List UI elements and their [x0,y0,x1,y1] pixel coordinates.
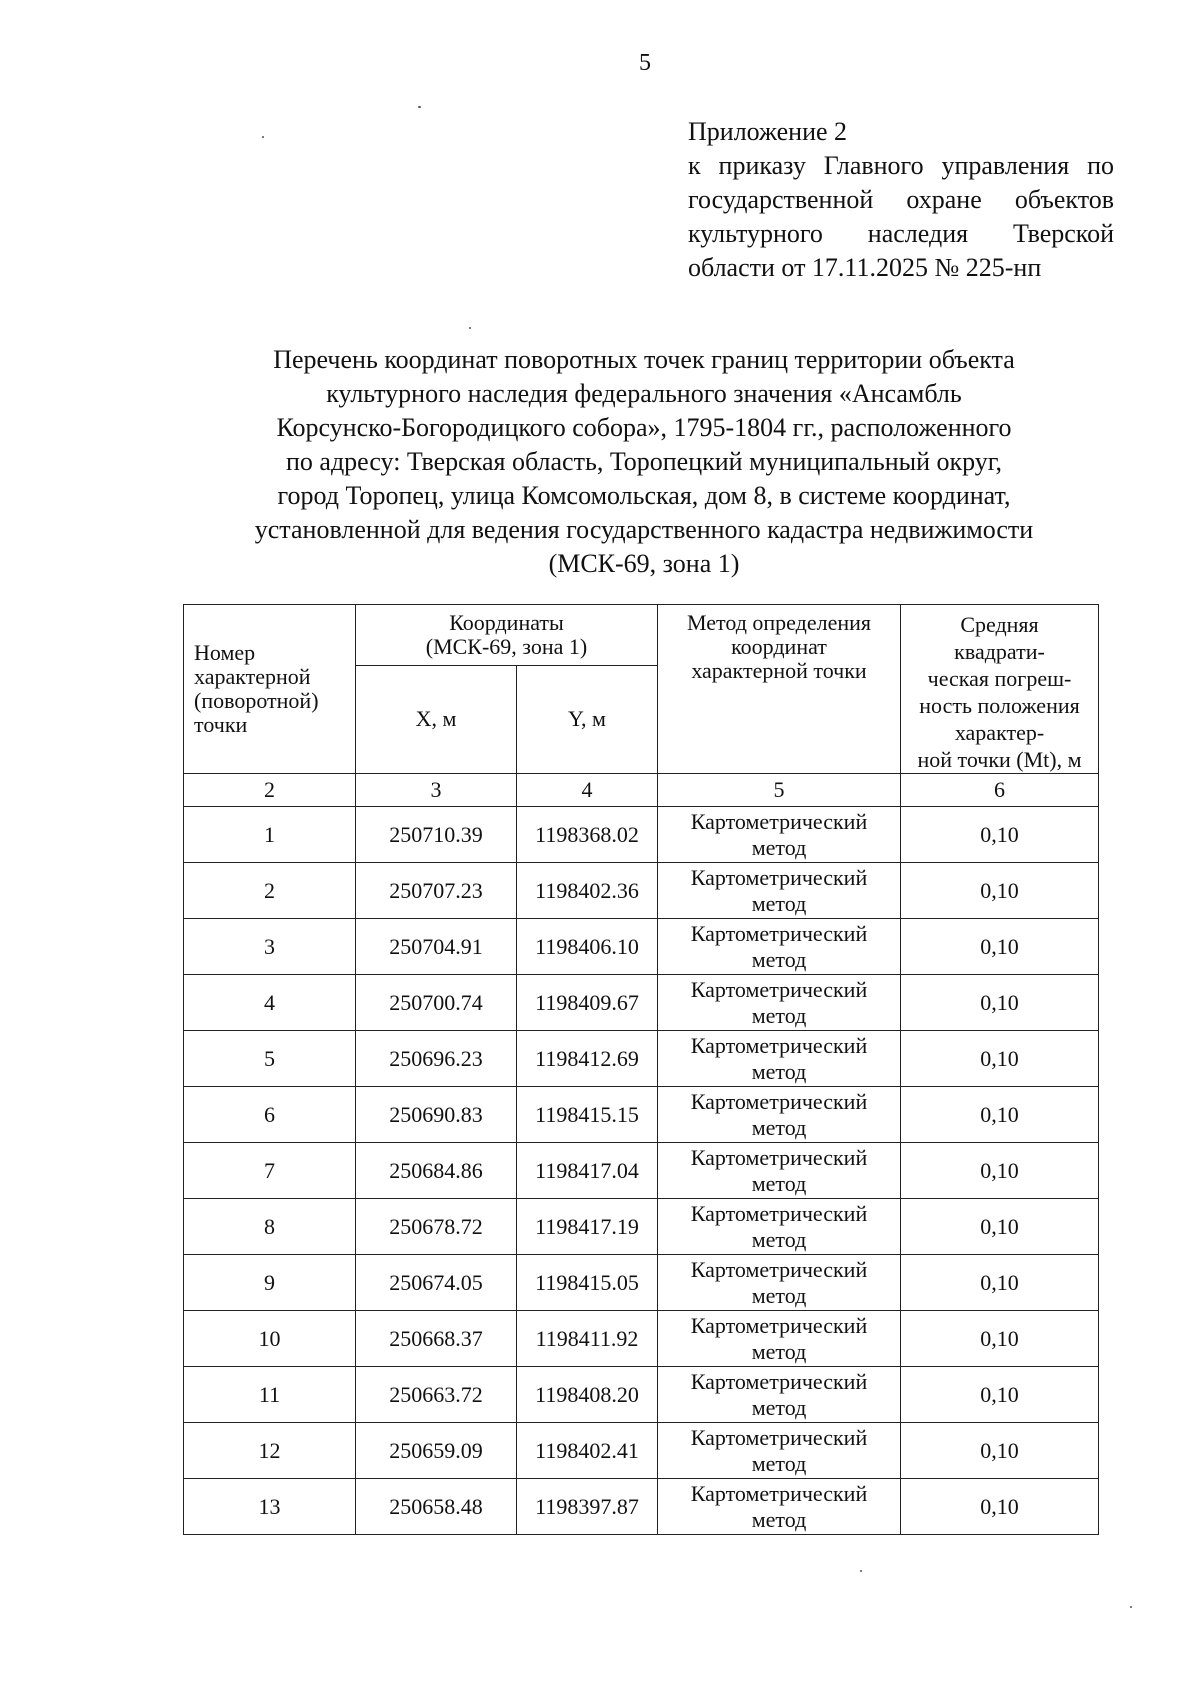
point-number-cell: 1 [184,807,356,863]
header-coordinates-line: Координаты [449,610,564,635]
point-number-cell: 6 [184,1087,356,1143]
method-cell [658,1367,901,1423]
mean-error-cell: 0,10 [901,1479,1099,1535]
title-line: установленной для ведения государственного кадастра недвижимости [254,515,1034,544]
point-number-cell: 11 [184,1367,356,1423]
mean-error-cell: 0,10 [901,1311,1099,1367]
appendix-line: области от 17.11.2025 № 225-нп [688,253,1042,282]
method-line: метод [751,1058,807,1084]
y-coordinate-cell: 1198406.10 [517,919,658,975]
point-number-cell: 12 [184,1423,356,1479]
x-coordinate-cell: 250678.72 [356,1199,517,1255]
method-cell [658,863,901,919]
y-coordinate-cell: 1198412.69 [517,1031,658,1087]
mean-error-cell: 0,10 [901,1423,1099,1479]
method-line: Картометрический [690,1368,868,1394]
title-line: Перечень координат поворотных точек границ территории объекта [273,345,1015,374]
page-number: 5 [639,50,651,76]
mean-error-cell: 0,10 [901,807,1099,863]
x-coordinate-cell: 250659.09 [356,1423,517,1479]
x-coordinate-cell: 250696.23 [356,1031,517,1087]
method-line: Картометрический [690,976,868,1002]
table-row [184,1311,1099,1367]
title-line: по адресу: Тверская область, Торопецкий муниципальный округ, [285,447,1003,476]
column-number: 6 [901,774,1099,807]
header-coordinates-line: (МСК-69, зона 1) [425,634,588,659]
header-error-line: ной точки (Mt), м [917,747,1082,772]
table-header-row [184,605,1099,666]
title-line: город Торопец, улица Комсомольская, дом 8, в системе координат, [277,481,1011,510]
method-line: метод [751,946,807,972]
method-line: Картометрический [690,1144,868,1170]
method-line: Картометрический [690,1480,868,1506]
header-coordinates [356,605,658,666]
header-x: X, м [356,665,517,774]
x-coordinate-cell: 250684.86 [356,1143,517,1199]
method-line: Картометрический [690,1256,868,1282]
table-row [184,1367,1099,1423]
header-method-line: характерной точки [691,658,867,683]
header-point-line: (поворотной) [194,688,319,713]
method-line: метод [751,1394,807,1420]
table-row [184,863,1099,919]
x-coordinate-cell: 250704.91 [356,919,517,975]
x-coordinate-cell: 250690.83 [356,1087,517,1143]
method-cell [658,1255,901,1311]
header-error-line: ность положения [919,693,1080,718]
method-line: Картометрический [690,1424,868,1450]
mean-error-cell: 0,10 [901,863,1099,919]
method-line: метод [751,1506,807,1532]
x-coordinate-cell: 250668.37 [356,1311,517,1367]
column-number: 2 [184,774,356,807]
table-row [184,1031,1099,1087]
table-row [184,1199,1099,1255]
header-point-number [184,605,356,774]
y-coordinate-cell: 1198417.04 [517,1143,658,1199]
scan-speck [262,136,264,138]
mean-error-cell: 0,10 [901,1087,1099,1143]
method-line: Картометрический [690,920,868,946]
method-cell [658,1479,901,1535]
header-point-line: Номер [194,640,256,665]
mean-error-cell: 0,10 [901,1143,1099,1199]
y-coordinate-cell: 1198411.92 [517,1311,658,1367]
header-method-line: координат [731,634,827,659]
column-number: 5 [658,774,901,807]
x-coordinate-cell: 250707.23 [356,863,517,919]
header-method [658,605,901,774]
point-number-cell: 8 [184,1199,356,1255]
table-row [184,807,1099,863]
point-number-cell: 2 [184,863,356,919]
method-line: метод [751,1002,807,1028]
point-number-cell: 13 [184,1479,356,1535]
title-line: Корсунско-Богородицкого собора», 1795-1804 гг., расположенного [276,413,1012,442]
title-line: культурного наследия федерального значения «Ансамбль [326,379,962,408]
table-row [184,919,1099,975]
appendix-block [688,115,1114,285]
column-number: 3 [356,774,517,807]
header-error-line: ческая погреш- [927,666,1072,691]
header-point-line: точки [194,712,248,737]
method-cell [658,919,901,975]
mean-error-cell: 0,10 [901,975,1099,1031]
header-method-line: Метод определения [686,610,872,635]
y-coordinate-cell: 1198397.87 [517,1479,658,1535]
method-line: Картометрический [690,808,868,834]
method-line: метод [751,890,807,916]
y-coordinate-cell: 1198402.36 [517,863,658,919]
table-row [184,1087,1099,1143]
header-error-line: квадрати- [954,639,1045,664]
header-y: Y, м [517,665,658,774]
method-cell [658,1031,901,1087]
mean-error-cell: 0,10 [901,1031,1099,1087]
y-coordinate-cell: 1198415.15 [517,1087,658,1143]
table-row [184,1423,1099,1479]
x-coordinate-cell: 250658.48 [356,1479,517,1535]
column-number: 4 [517,774,658,807]
appendix-line: Приложение 2 [688,117,848,146]
scan-speck [469,327,471,329]
mean-error-cell: 0,10 [901,919,1099,975]
mean-error-cell: 0,10 [901,1199,1099,1255]
mean-error-cell: 0,10 [901,1367,1099,1423]
y-coordinate-cell: 1198408.20 [517,1367,658,1423]
method-line: метод [751,1450,807,1476]
point-number-cell: 10 [184,1311,356,1367]
document-title [150,343,1138,581]
method-line: Картометрический [690,1312,868,1338]
method-line: метод [751,1170,807,1196]
scan-speck [418,106,421,108]
table-row [184,1255,1099,1311]
method-line: Картометрический [690,1032,868,1058]
y-coordinate-cell: 1198402.41 [517,1423,658,1479]
header-error-line: Средняя [960,612,1039,637]
point-number-cell: 9 [184,1255,356,1311]
header-mean-error [901,605,1099,774]
header-point-line: характерной [194,664,311,689]
y-coordinate-cell: 1198417.19 [517,1199,658,1255]
point-number-cell: 5 [184,1031,356,1087]
x-coordinate-cell: 250700.74 [356,975,517,1031]
method-line: Картометрический [690,864,868,890]
x-coordinate-cell: 250710.39 [356,807,517,863]
coordinates-table [183,604,1099,1535]
y-coordinate-cell: 1198368.02 [517,807,658,863]
table-row [184,1143,1099,1199]
method-line: метод [751,1338,807,1364]
x-coordinate-cell: 250663.72 [356,1367,517,1423]
method-line: метод [751,1282,807,1308]
column-number-row [184,774,1099,807]
method-cell [658,975,901,1031]
mean-error-cell: 0,10 [901,1255,1099,1311]
method-cell [658,1087,901,1143]
point-number-cell: 7 [184,1143,356,1199]
table-row [184,1479,1099,1535]
appendix-line: к приказу Главного управления по [688,151,1114,180]
method-cell [658,1423,901,1479]
appendix-line: государственной охране объектов [688,185,1114,214]
y-coordinate-cell: 1198409.67 [517,975,658,1031]
point-number-cell: 3 [184,919,356,975]
scan-speck [860,1570,862,1572]
method-cell [658,1199,901,1255]
method-line: метод [751,1114,807,1140]
scan-speck [1130,1606,1132,1608]
point-number-cell: 4 [184,975,356,1031]
method-line: метод [751,834,807,860]
table-row [184,975,1099,1031]
title-line: (МСК-69, зона 1) [548,549,740,578]
method-cell [658,1311,901,1367]
method-cell [658,807,901,863]
y-coordinate-cell: 1198415.05 [517,1255,658,1311]
method-cell [658,1143,901,1199]
x-coordinate-cell: 250674.05 [356,1255,517,1311]
method-line: метод [751,1226,807,1252]
method-line: Картометрический [690,1200,868,1226]
appendix-line: культурного наследия Тверской [688,219,1114,248]
method-line: Картометрический [690,1088,868,1114]
header-error-line: характер- [954,720,1045,745]
